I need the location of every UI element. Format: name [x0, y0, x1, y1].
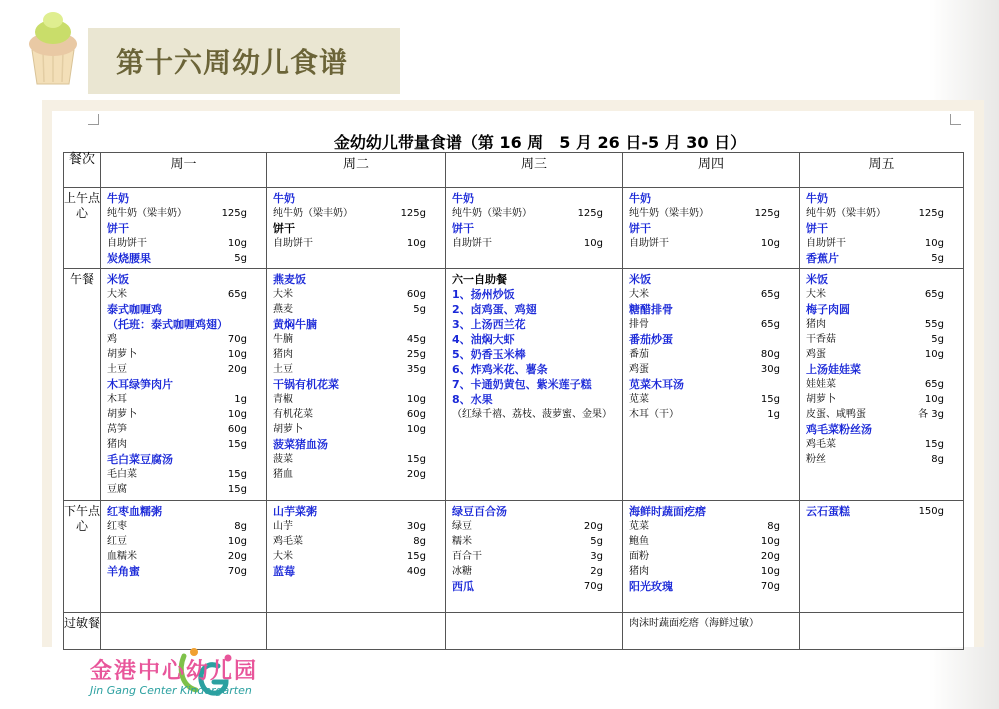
- ingredient-amount: 10g: [924, 394, 944, 405]
- meal-row: [64, 269, 964, 501]
- menu-cell: [267, 188, 446, 269]
- menu-cell: [446, 188, 623, 269]
- ingredient: [273, 362, 440, 377]
- ingredient-name: 血糯米: [107, 551, 137, 562]
- dish-name: 香蕉片: [806, 252, 839, 265]
- ingredient-amount: 2g: [590, 566, 603, 577]
- dish-name: 苋菜木耳汤: [629, 378, 684, 391]
- ingredient: [629, 549, 794, 564]
- ingredient-amount: 1g: [234, 394, 247, 405]
- ingredient-amount: 15g: [760, 394, 780, 405]
- dish-name: 饼干: [107, 222, 129, 235]
- ingredient: [107, 347, 261, 362]
- ingredient-name: 大米: [629, 289, 649, 300]
- dish-name: 牛奶: [629, 192, 651, 205]
- ingredient: [452, 519, 617, 534]
- ingredient-amount: 8g: [931, 454, 944, 465]
- ingredient-amount: 60g: [406, 289, 426, 300]
- ingredient-amount: 60g: [406, 409, 426, 420]
- ingredient-amount: 10g: [227, 349, 247, 360]
- slide-title: 第十六周幼儿食谱: [116, 46, 349, 79]
- ingredient-amount: 45g: [406, 334, 426, 345]
- dish: [107, 251, 261, 266]
- ingredient-name: 自助饼干: [452, 238, 492, 249]
- ingredient: [806, 377, 958, 392]
- dish-name: 米饭: [107, 273, 129, 286]
- dish-name: （托班：泰式咖喱鸡翅）: [107, 318, 228, 331]
- ingredient: [273, 332, 440, 347]
- ingredient-amount: 10g: [924, 238, 944, 249]
- ingredient-name: 面粉: [629, 551, 649, 562]
- ingredient: [452, 534, 617, 549]
- menu-cell: [101, 269, 267, 501]
- meal-row: [64, 501, 964, 613]
- ingredient-name: 胡萝卜: [273, 424, 303, 435]
- ingredient: [629, 287, 794, 302]
- dish-name: 米饭: [629, 273, 651, 286]
- dish-name: 5、奶香玉米棒: [452, 348, 526, 361]
- ingredient-name: 大米: [107, 289, 127, 300]
- dish-name: 饼干: [452, 222, 474, 235]
- ingredient: [107, 392, 261, 407]
- ingredient-amount: 10g: [760, 536, 780, 547]
- ingredient: [107, 437, 261, 452]
- menu-cell: [446, 269, 623, 501]
- ingredient-name: 排骨: [629, 319, 649, 330]
- ingredient-name: 鸡蛋: [629, 364, 649, 375]
- ingredient-name: 大米: [273, 289, 293, 300]
- dish-name: 黄焖牛腩: [273, 318, 317, 331]
- menu-cell: [267, 501, 446, 613]
- ingredient: [107, 467, 261, 482]
- ingredient-name: 干香菇: [806, 334, 836, 345]
- ingredient: [629, 362, 794, 377]
- ingredient-name: 胡萝卜: [107, 409, 137, 420]
- dish-name: 饼干: [273, 222, 295, 235]
- ingredient: [629, 534, 794, 549]
- ingredient-name: 毛白菜: [107, 469, 137, 480]
- ingredient-amount: 65g: [924, 379, 944, 390]
- ingredient-name: 燕麦: [273, 304, 293, 315]
- ingredient-amount: 10g: [227, 409, 247, 420]
- dish-name: 1、扬州炒饭: [452, 288, 515, 301]
- dish-name: 毛白菜豆腐汤: [107, 453, 173, 466]
- meal-label: 下午点心: [64, 501, 101, 613]
- dish-name: 干锅有机花菜: [273, 378, 339, 391]
- dish-name: 7、卡通奶黄包、紫米莲子糕: [452, 378, 592, 391]
- ingredient-name: 百合干: [452, 551, 482, 562]
- ingredient: [629, 407, 794, 422]
- ingredient-amount: 60g: [227, 424, 247, 435]
- menu-cell: [800, 269, 964, 501]
- ingredient-amount: 10g: [406, 424, 426, 435]
- ingredient-amount: 65g: [924, 289, 944, 300]
- dish-name: 番茄炒蛋: [629, 333, 673, 346]
- ingredient-name: 猪肉: [806, 319, 826, 330]
- ingredient-name: 胡萝卜: [806, 394, 836, 405]
- ingredient-name: 绿豆: [452, 521, 472, 532]
- menu-cell: [623, 269, 800, 501]
- dish-name: 西瓜: [452, 580, 474, 593]
- dish-name: 饼干: [629, 222, 651, 235]
- ingredient-name: 牛腩: [273, 334, 293, 345]
- dish: [806, 251, 958, 266]
- menu-note: 肉沫时蔬面疙瘩（海鲜过敏）: [629, 618, 759, 629]
- dish-name: 泰式咖喱鸡: [107, 303, 162, 316]
- dish-name: 羊角蜜: [107, 565, 140, 578]
- dish-name: 阳光玫瑰: [629, 580, 673, 593]
- ingredient-amount: 15g: [406, 454, 426, 465]
- ingredient-amount: 55g: [924, 319, 944, 330]
- ingredient-amount: 30g: [760, 364, 780, 375]
- ingredient-amount: 70g: [227, 566, 247, 577]
- ingredient-name: 土豆: [107, 364, 127, 375]
- ingredient-amount: 15g: [924, 439, 944, 450]
- ingredient-name: 豆腐: [107, 484, 127, 495]
- ingredient: [273, 407, 440, 422]
- ingredient: [629, 564, 794, 579]
- ingredient: [107, 422, 261, 437]
- dish-name: 4、油焖大虾: [452, 333, 515, 346]
- dish-name: 蓝莓: [273, 565, 295, 578]
- ingredient: [107, 534, 261, 549]
- ingredient: [273, 287, 440, 302]
- dish-name: 上汤娃娃菜: [806, 363, 861, 376]
- ingredient-amount: 10g: [583, 238, 603, 249]
- ingredient: [273, 549, 440, 564]
- ingredient-amount: 70g: [583, 581, 603, 592]
- ingredient: [806, 437, 958, 452]
- ingredient: [806, 347, 958, 362]
- ingredient-amount: 3g: [590, 551, 603, 562]
- ingredient-name: 鸡蛋: [806, 349, 826, 360]
- menu-cell: [800, 501, 964, 613]
- cupcake-icon: [26, 6, 80, 86]
- ingredient: [629, 347, 794, 362]
- ingredient-name: 木耳（干）: [629, 409, 679, 420]
- ingredient-name: 猪肉: [273, 349, 293, 360]
- meal-label: 午餐: [64, 269, 101, 501]
- ingredient-amount: 8g: [413, 536, 426, 547]
- dish-name: 海鲜时蔬面疙瘩: [629, 505, 706, 518]
- ingredient: [452, 206, 617, 221]
- dish-name: 牛奶: [273, 192, 295, 205]
- day-header: 周三: [446, 153, 623, 188]
- dish: [107, 564, 261, 579]
- meal-column-header: 餐次: [64, 153, 101, 188]
- dish-name: 梅子肉圆: [806, 303, 850, 316]
- ingredient: [629, 206, 794, 221]
- ingredient-amount: 15g: [227, 439, 247, 450]
- ingredient-amount: 1g: [767, 409, 780, 420]
- ingredient: [273, 534, 440, 549]
- ingredient-amount: 20g: [227, 551, 247, 562]
- ingredient: [629, 392, 794, 407]
- ingredient: [107, 482, 261, 497]
- ingredient-amount: 10g: [406, 238, 426, 249]
- menu-table: [63, 152, 964, 650]
- ingredient: [806, 206, 958, 221]
- ingredient: [806, 452, 958, 467]
- ingredient-amount: 65g: [760, 319, 780, 330]
- menu-cell: [446, 613, 623, 650]
- dish-name: 饼干: [806, 222, 828, 235]
- dish-name: 牛奶: [107, 192, 129, 205]
- ingredient-amount: 125g: [754, 208, 780, 219]
- crop-mark: [88, 114, 99, 125]
- ingredient: [273, 519, 440, 534]
- dish-name: 山芋菜粥: [273, 505, 317, 518]
- ingredient: [273, 236, 440, 251]
- ingredient: [273, 347, 440, 362]
- ingredient-name: 娃娃菜: [806, 379, 836, 390]
- ingredient-name: 大米: [273, 551, 293, 562]
- ingredient-name: 糯米: [452, 536, 472, 547]
- ingredient: [107, 287, 261, 302]
- ingredient-amount: 70g: [760, 581, 780, 592]
- meal-label: 上午点心: [64, 188, 101, 269]
- dish: [806, 504, 958, 519]
- header-row: [64, 153, 964, 188]
- dish: [452, 579, 617, 594]
- ingredient: [107, 332, 261, 347]
- dish-name: 米饭: [806, 273, 828, 286]
- meal-row: [64, 613, 964, 650]
- ingredient-amount: 20g: [760, 551, 780, 562]
- ingredient-amount: 10g: [406, 394, 426, 405]
- dish-name: 木耳绿笋肉片: [107, 378, 173, 391]
- ingredient: [273, 452, 440, 467]
- ingredient-amount: 30g: [406, 521, 426, 532]
- ingredient-name: 有机花菜: [273, 409, 313, 420]
- ingredient-name: 鸡: [107, 334, 117, 345]
- ingredient: [273, 467, 440, 482]
- menu-note: （红绿千禧、荔枝、菠萝蜜、金果）: [452, 409, 612, 420]
- dish-name: 3、上汤西兰花: [452, 318, 526, 331]
- ingredient-amount: 40g: [406, 566, 426, 577]
- day-header: 周二: [267, 153, 446, 188]
- dish-name: 鸡毛菜粉丝汤: [806, 423, 872, 436]
- ingredient-name: 番茄: [629, 349, 649, 360]
- ingredient: [806, 392, 958, 407]
- ingredient-amount: 5g: [234, 253, 247, 264]
- menu-cell: [101, 501, 267, 613]
- dish-name: 燕麦饭: [273, 273, 306, 286]
- day-header: 周四: [623, 153, 800, 188]
- menu-cell: [267, 613, 446, 650]
- ingredient: [452, 564, 617, 579]
- menu-cell: [101, 613, 267, 650]
- ingredient: [273, 392, 440, 407]
- ingredient-amount: 8g: [767, 521, 780, 532]
- dish-name: 6、炸鸡米花、薯条: [452, 363, 548, 376]
- ingredient-name: 红枣: [107, 521, 127, 532]
- ingredient-name: 莴笋: [107, 424, 127, 435]
- ingredient-amount: 70g: [227, 334, 247, 345]
- menu-cell: [101, 188, 267, 269]
- ingredient-amount: 5g: [931, 334, 944, 345]
- ingredient-amount: 15g: [406, 551, 426, 562]
- menu-cell: [267, 269, 446, 501]
- dish-name: 绿豆百合汤: [452, 505, 507, 518]
- ingredient-amount: 150g: [918, 506, 944, 517]
- ingredient-name: 土豆: [273, 364, 293, 375]
- ingredient-name: 粉丝: [806, 454, 826, 465]
- ingredient-name: 纯牛奶（梁丰奶）: [107, 208, 187, 219]
- ingredient-name: 猪肉: [629, 566, 649, 577]
- ingredient-name: 木耳: [107, 394, 127, 405]
- ingredient: [273, 422, 440, 437]
- ingredient: [107, 519, 261, 534]
- ingredient-name: 纯牛奶（梁丰奶）: [452, 208, 532, 219]
- dish-name: 六一自助餐: [452, 273, 507, 286]
- dish-name: 2、卤鸡蛋、鸡翅: [452, 303, 537, 316]
- ingredient: [806, 287, 958, 302]
- ingredient-amount: 5g: [590, 536, 603, 547]
- ingredient-amount: 8g: [234, 521, 247, 532]
- ingredient-name: 自助饼干: [806, 238, 846, 249]
- ingredient: [629, 236, 794, 251]
- ingredient-amount: 10g: [760, 566, 780, 577]
- dish-name: 云石蛋糕: [806, 505, 850, 518]
- day-header: 周一: [101, 153, 267, 188]
- menu-cell: [446, 501, 623, 613]
- ingredient-amount: 5g: [413, 304, 426, 315]
- ingredient-name: 鸡毛菜: [806, 439, 836, 450]
- ingredient-amount: 125g: [918, 208, 944, 219]
- ingredient-amount: 10g: [227, 536, 247, 547]
- menu-cell: [800, 188, 964, 269]
- ingredient-amount: 125g: [221, 208, 247, 219]
- ingredient-name: 自助饼干: [273, 238, 313, 249]
- dish-name: 糖醋排骨: [629, 303, 673, 316]
- ingredient-name: 青椒: [273, 394, 293, 405]
- ingredient-amount: 25g: [406, 349, 426, 360]
- ingredient-amount: 20g: [406, 469, 426, 480]
- menu-cell: [623, 613, 800, 650]
- meal-row: [64, 188, 964, 269]
- slide-title-banner: [88, 28, 400, 94]
- ingredient-name: 苋菜: [629, 521, 649, 532]
- ingredient: [107, 206, 261, 221]
- ingredient-name: 猪肉: [107, 439, 127, 450]
- ingredient-name: 皮蛋、咸鸭蛋: [806, 409, 866, 420]
- ingredient-name: 猪血: [273, 469, 293, 480]
- ingredient-name: 红豆: [107, 536, 127, 547]
- dish-name: 牛奶: [452, 192, 474, 205]
- ingredient-amount: 20g: [583, 521, 603, 532]
- ingredient: [452, 549, 617, 564]
- ingredient-name: 纯牛奶（梁丰奶）: [629, 208, 709, 219]
- ingredient-name: 大米: [806, 289, 826, 300]
- ingredient-name: 胡萝卜: [107, 349, 137, 360]
- ingredient: [452, 236, 617, 251]
- kindergarten-name-en: Jin Gang Center Kindergarten: [90, 684, 252, 697]
- kindergarten-name: 金港中心幼儿园: [90, 659, 259, 684]
- ingredient: [629, 317, 794, 332]
- dish: [273, 564, 440, 579]
- ingredient-amount: 10g: [760, 238, 780, 249]
- ingredient-name: 自助饼干: [107, 238, 147, 249]
- ingredient: [806, 407, 958, 422]
- crop-mark: [950, 114, 961, 125]
- ingredient-name: 山芋: [273, 521, 293, 532]
- ingredient: [629, 519, 794, 534]
- dish: [629, 579, 794, 594]
- ingredient-name: 鲍鱼: [629, 536, 649, 547]
- dish-name: 菠菜猪血汤: [273, 438, 328, 451]
- ingredient-amount: 80g: [760, 349, 780, 360]
- ingredient-amount: 10g: [227, 238, 247, 249]
- dish-name: 牛奶: [806, 192, 828, 205]
- ingredient: [806, 332, 958, 347]
- ingredient-amount: 10g: [924, 349, 944, 360]
- dish-name: 炭烧腰果: [107, 252, 151, 265]
- ingredient-amount: 各 3g: [918, 409, 944, 420]
- ingredient-name: 冰糖: [452, 566, 472, 577]
- meal-label: 过敏餐: [64, 613, 101, 650]
- ingredient: [273, 206, 440, 221]
- ingredient-name: 菠菜: [273, 454, 293, 465]
- ingredient: [806, 236, 958, 251]
- ingredient-amount: 65g: [760, 289, 780, 300]
- ingredient: [806, 317, 958, 332]
- ingredient-amount: 15g: [227, 469, 247, 480]
- ingredient-name: 纯牛奶（梁丰奶）: [806, 208, 886, 219]
- ingredient-amount: 65g: [227, 289, 247, 300]
- ingredient: [107, 549, 261, 564]
- dish-name: 8、水果: [452, 393, 493, 406]
- ingredient-amount: 15g: [227, 484, 247, 495]
- ingredient: [107, 362, 261, 377]
- ingredient-name: 纯牛奶（梁丰奶）: [273, 208, 353, 219]
- dish-name: 红枣血糯粥: [107, 505, 162, 518]
- ingredient-name: 鸡毛菜: [273, 536, 303, 547]
- menu-cell: [623, 501, 800, 613]
- ingredient: [107, 236, 261, 251]
- menu-cell: [800, 613, 964, 650]
- menu-cell: [623, 188, 800, 269]
- ingredient-amount: 20g: [227, 364, 247, 375]
- ingredient-amount: 125g: [577, 208, 603, 219]
- menu-title: 金幼幼儿带量食谱（第 16 周 5 月 26 日-5 月 30 日）: [333, 133, 747, 152]
- ingredient-name: 苋菜: [629, 394, 649, 405]
- ingredient-name: 自助饼干: [629, 238, 669, 249]
- ingredient: [273, 302, 440, 317]
- day-header: 周五: [800, 153, 964, 188]
- ingredient-amount: 35g: [406, 364, 426, 375]
- ingredient: [107, 407, 261, 422]
- ingredient-amount: 5g: [931, 253, 944, 264]
- ingredient-amount: 125g: [400, 208, 426, 219]
